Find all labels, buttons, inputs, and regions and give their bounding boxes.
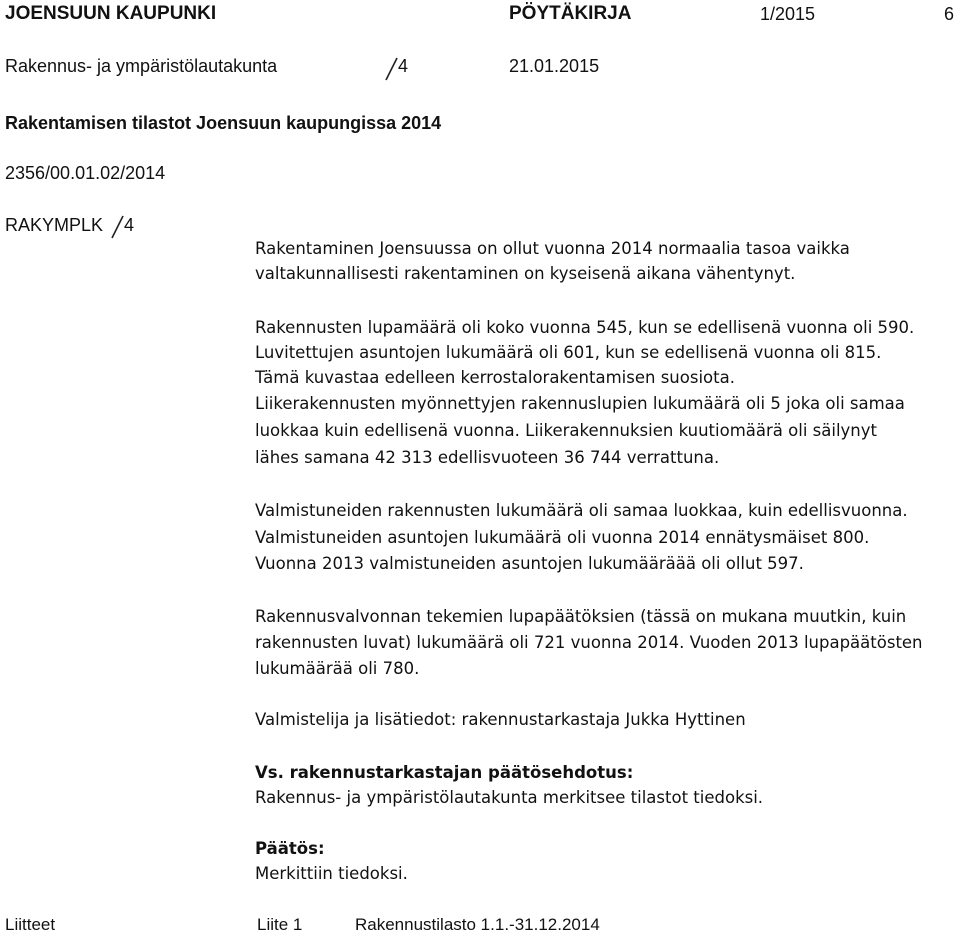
doc-type: PÖYTÄKIRJA [509,3,632,24]
body-line: Rakennusvalvonnan tekemien lupapäätöksien (tässä on mukana muutkin, kuin [255,607,907,626]
body-line: valtakunnallisesti rakentaminen on kyseisenä aikana vähentynyt. [255,264,796,283]
agenda-label: RAKYMPLK [5,215,104,235]
preparer-line: Valmistelija ja lisätiedot: rakennustarkastaja Jukka Hyttinen [255,710,746,729]
page-title: Rakentamisen tilastot Joensuun kaupungissa 2014 [5,113,442,133]
doc-number: 1/2015 [760,4,816,24]
attachment-id: Liite 1 [257,915,303,934]
body-line: rakennusten luvat) lukumäärä oli 721 vuonna 2014. Vuoden 2013 lupapäätösten [255,633,923,652]
decision-heading: Päätös: [255,839,325,858]
org-name: JOENSUUN KAUPUNKI [5,3,217,24]
body-line: Luvitettujen asuntojen lukumäärä oli 601, kun se edellisenä vuonna oli 815. [255,343,882,362]
body-line: lähes samana 42 313 edellisvuoteen 36 744 verrattuna. [255,448,720,467]
body-line: Rakentaminen Joensuussa on ollut vuonna 2014 normaalia tasoa vaikka [255,239,850,258]
body-line: Tämä kuvastaa edelleen kerrostalorakentamisen suosiota. [255,368,735,387]
proposal-heading: Vs. rakennustarkastajan päätösehdotus: [255,763,634,782]
body-line: lukumäärää oli 780. [255,659,420,678]
attachment-name: Rakennustilasto 1.1.-31.12.2014 [355,915,600,934]
body-line: Rakennusten lupamäärä oli koko vuonna 545, kun se edellisenä vuonna oli 590. [255,318,915,337]
agenda-number: 4 [124,215,135,235]
decision-text: Merkittiin tiedoksi. [255,864,408,883]
body-line: Valmistuneiden asuntojen lukumäärä oli vuonna 2014 ennätysmäiset 800. [255,528,870,547]
case-number: 2356/00.01.02/2014 [5,163,166,183]
body-line: Vuonna 2013 valmistuneiden asuntojen lukumääräää oli ollut 597. [255,554,804,573]
section-number: 4 [398,56,409,76]
proposal-text: Rakennus- ja ympäristölautakunta merkitsee tilastot tiedoksi. [255,788,764,807]
page-number: 6 [944,4,955,24]
attachments-label: Liitteet [5,915,56,934]
section-sign-icon [109,213,125,244]
meeting-date: 21.01.2015 [509,56,600,76]
body-line: luokkaa kuin edellisenä vuonna. Liikerakennuksien kuutiomäärä oli säilynyt [255,421,877,440]
body-line: Valmistuneiden rakennusten lukumäärä oli samaa luokkaa, kuin edellisvuonna. [255,501,908,520]
board-name: Rakennus- ja ympäristölautakunta [5,56,278,76]
section-sign-icon [383,55,399,86]
body-line: Liikerakennusten myönnettyjen rakennuslupien lukumäärä oli 5 joka oli samaa [255,394,905,413]
